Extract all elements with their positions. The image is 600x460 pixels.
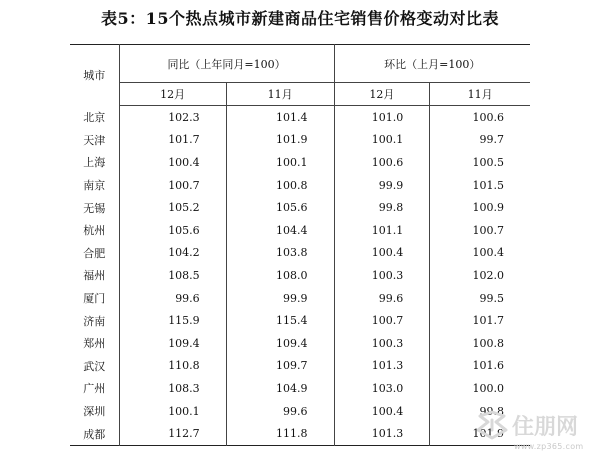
zp365-logo-icon [472,408,592,442]
yoy-dec-cell: 105.6 [119,219,226,242]
mom-dec-cell: 101.3 [334,355,430,378]
yoy-nov-cell: 104.9 [226,377,334,400]
city-name-cell: 深圳 [70,400,119,423]
yoy-nov-cell: 104.4 [226,219,334,242]
yoy-dec-header: 12月 [119,83,226,106]
mom-dec-cell: 100.6 [334,151,430,174]
yoy-nov-cell: 109.7 [226,355,334,378]
table-row [70,174,530,197]
city-name-cell: 厦门 [70,287,119,310]
yoy-dec-cell: 104.2 [119,242,226,265]
watermark [472,408,592,452]
yoy-dec-cell: 110.8 [119,355,226,378]
mom-dec-cell: 100.7 [334,309,430,332]
mom-dec-cell: 100.3 [334,332,430,355]
yoy-nov-cell: 109.4 [226,332,334,355]
mom-nov-cell: 100.6 [472,110,504,124]
city-name-cell: 无锡 [70,196,119,219]
yoy-nov-cell: 100.8 [226,174,334,197]
yoy-nov-cell: 100.1 [226,151,334,174]
city-name-cell: 福州 [70,264,119,287]
yoy-nov-header: 11月 [226,83,334,106]
mom-nov-cell: 99.5 [479,291,504,305]
yoy-dec-cell: 105.2 [119,196,226,219]
mom-nov-cell: 99.8 [479,404,504,418]
table-row [70,287,530,310]
mom-dec-cell: 101.3 [334,422,430,445]
yoy-nov-cell: 99.6 [226,400,334,423]
mom-dec-cell: 100.3 [334,264,430,287]
mom-nov-cell: 100.7 [472,223,504,237]
yoy-nov-cell: 105.6 [226,196,334,219]
city-name-cell: 合肥 [70,242,119,265]
mom-dec-cell: 100.4 [334,400,430,423]
mom-nov-cell: 99.7 [479,133,504,147]
table-row [70,422,530,445]
mom-dec-header: 12月 [334,83,430,106]
table-body [70,106,530,446]
yoy-group-header: 同比（上年同月=100） [119,45,334,83]
yoy-dec-cell: 112.7 [119,422,226,445]
mom-nov-cell: 101.9 [472,427,504,441]
city-name-cell: 成都 [70,422,119,445]
table-row [70,106,530,129]
mom-dec-cell: 100.4 [334,242,430,265]
yoy-dec-cell: 100.7 [119,174,226,197]
table-row [70,400,530,423]
city-name-cell: 济南 [70,309,119,332]
yoy-nov-cell: 99.9 [226,287,334,310]
mom-dec-cell: 100.1 [334,129,430,152]
mom-group-header: 环比（上月=100） [334,45,530,83]
table-row [70,196,530,219]
yoy-dec-cell: 102.3 [119,106,226,129]
city-name-cell: 上海 [70,151,119,174]
yoy-dec-cell: 100.1 [119,400,226,423]
yoy-nov-cell: 101.4 [226,106,334,129]
mom-nov-cell: 101.5 [472,178,504,192]
yoy-nov-cell: 103.8 [226,242,334,265]
mom-nov-cell: 100.8 [472,336,504,350]
mom-nov-cell: 100.0 [472,381,504,395]
city-column-header: 城市 [70,45,119,106]
yoy-dec-cell: 108.3 [119,377,226,400]
watermark-url: www.zp365.com [514,442,584,451]
table-row [70,129,530,152]
table-row [70,219,530,242]
table-row [70,264,530,287]
mom-nov-cell: 102.0 [472,268,504,282]
city-name-cell: 杭州 [70,219,119,242]
city-name-cell: 北京 [70,106,119,129]
mom-dec-cell: 99.9 [334,174,430,197]
yoy-dec-cell: 99.6 [119,287,226,310]
table-row [70,309,530,332]
mom-nov-cell: 100.9 [472,201,504,215]
mom-dec-cell: 101.1 [334,219,430,242]
yoy-dec-cell: 109.4 [119,332,226,355]
city-name-cell: 郑州 [70,332,119,355]
city-name-cell: 天津 [70,129,119,152]
yoy-dec-cell: 100.4 [119,151,226,174]
yoy-dec-cell: 108.5 [119,264,226,287]
city-name-cell: 南京 [70,174,119,197]
table-row [70,151,530,174]
yoy-nov-cell: 111.8 [226,422,334,445]
yoy-nov-cell: 115.4 [226,309,334,332]
mom-nov-cell: 100.5 [472,155,504,169]
city-name-cell: 广州 [70,377,119,400]
table-row [70,377,530,400]
mom-nov-cell: 101.6 [472,359,504,373]
mom-dec-cell: 101.0 [334,106,430,129]
yoy-dec-cell: 115.9 [119,309,226,332]
mom-dec-cell: 99.6 [334,287,430,310]
watermark-brand: 住朋网 [512,415,579,440]
mom-nov-header: 11月 [430,83,530,106]
yoy-dec-cell: 101.7 [119,129,226,152]
mom-nov-cell: 100.4 [472,246,504,260]
table-row [70,242,530,265]
table-row [70,332,530,355]
mom-dec-cell: 99.8 [334,196,430,219]
city-name-cell: 武汉 [70,355,119,378]
yoy-nov-cell: 101.9 [226,129,334,152]
table-row [70,355,530,378]
mom-dec-cell: 103.0 [334,377,430,400]
price-comparison-table [70,44,530,446]
mom-nov-cell: 101.7 [472,314,504,328]
yoy-nov-cell: 108.0 [226,264,334,287]
table-title: 表5：15个热点城市新建商品住宅销售价格变动对比表 [101,9,499,28]
